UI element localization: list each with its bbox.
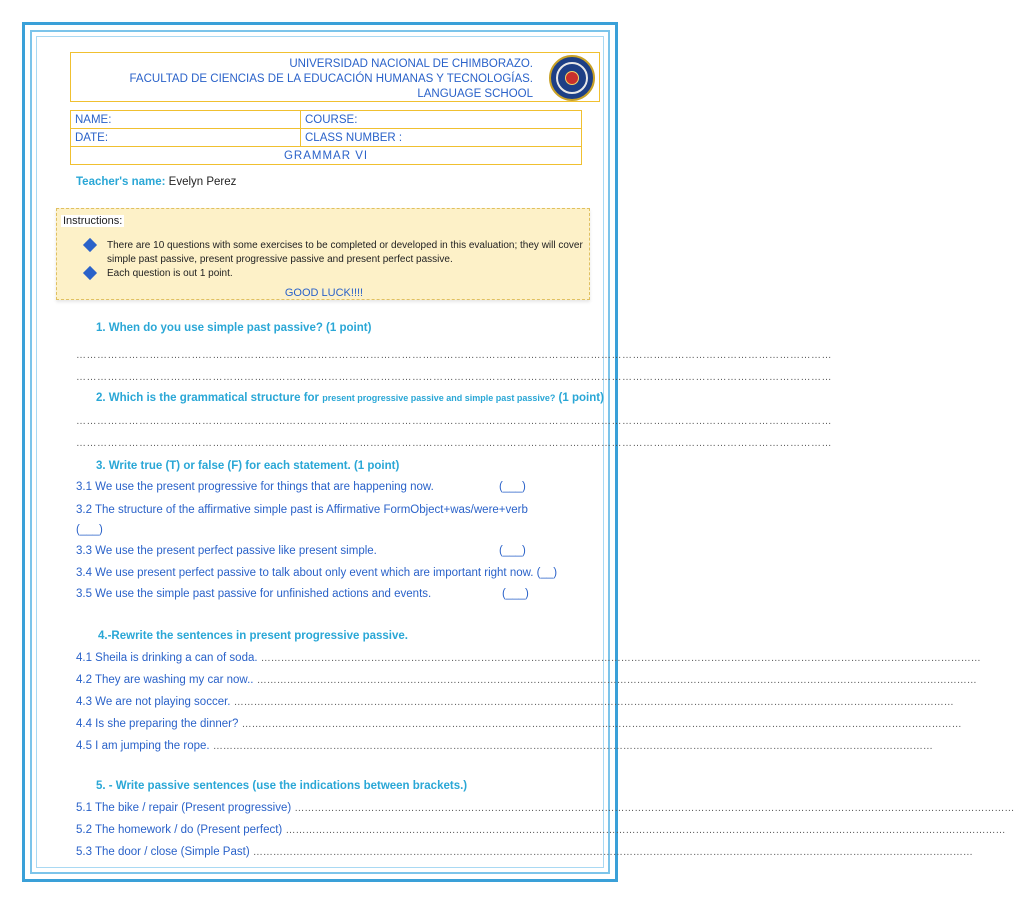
diamond-bullet-icon [83,266,97,280]
faculty-name: FACULTAD DE CIENCIAS DE LA EDUCACIÓN HUMANAS Y TECNOLOGÍAS. [129,73,533,85]
school-name: LANGUAGE SCHOOL [417,88,533,100]
passive-5-2[interactable]: 5.2 The homework / do (Present perfect) ……………………………………………………………………………………………………………………………………………………………………………………………… [76,824,1006,836]
teacher-value: Evelyn Perez [168,176,237,188]
answer-blank[interactable]: (___) [502,588,529,600]
date-field[interactable]: DATE: [71,129,301,147]
statement-3-4: 3.4 We use present perfect passive to talk about only event which are important right now. (__) [76,567,558,579]
statement-3-5: 3.5 We use the simple past passive for unfinished actions and events. (___) [76,588,529,600]
answer-line[interactable]: ……………………………………………………………………………………………………………………………………………………………………………………………… [76,350,832,361]
instructions-title: Instructions: [63,215,123,227]
answer-line[interactable]: ……………………………………………………………………………………………………………………………………………………………………………………………… [76,372,832,383]
class-number-field[interactable]: CLASS NUMBER : [301,129,582,147]
statement-3-3: 3.3 We use the present perfect passive like present simple. (___) [76,545,526,557]
answer-line[interactable]: ……………………………………………………………………………………………………………………………………………………………………………………………… [76,416,832,427]
university-name: UNIVERSIDAD NACIONAL DE CHIMBORAZO. [289,58,533,70]
question-5: 5. - Write passive sentences (use the indications between brackets.) [96,780,468,792]
rewrite-4-4[interactable]: 4.4 Is she preparing the dinner? ……………………………………………………………………………………………………………………………………………………………………………………………… [76,718,962,730]
university-seal-icon [549,55,595,101]
rewrite-4-3[interactable]: 4.3 We are not playing soccer. ……………………………………………………………………………………………………………………………………………………………………………………………… [76,696,954,708]
statement-3-1: 3.1 We use the present progressive for things that are happening now. (___) [76,481,526,493]
passive-5-3[interactable]: 5.3 The door / close (Simple Past) ……………………………………………………………………………………………………………………………………………………………………………………………… [76,846,973,858]
teacher-label: Teacher's name: [76,176,166,188]
university-header [70,52,600,102]
answer-blank[interactable]: (___) [499,481,526,493]
header-text [130,57,533,102]
question-2: 2. Which is the grammatical structure for present progressive passive and simple past passive? (1 point) [96,392,604,404]
answer-blank[interactable]: (___) [76,524,103,536]
course-field[interactable]: COURSE: [301,111,582,129]
passive-5-1[interactable]: 5.1 The bike / repair (Present progressive) ……………………………………………………………………………………………………………………………………………………………………………………………… [76,802,1014,814]
question-1: 1. When do you use simple past passive? (1 point) [96,322,372,334]
teacher-name [76,176,236,188]
question-3: 3. Write true (T) or false (F) for each statement. (1 point) [96,460,400,472]
answer-blank[interactable]: (___) [499,545,526,557]
name-field[interactable]: NAME: [71,111,301,129]
rewrite-4-5[interactable]: 4.5 I am jumping the rope. ……………………………………………………………………………………………………………………………………………………………………………………………… [76,740,933,752]
diamond-bullet-icon [83,238,97,252]
good-luck-text: GOOD LUCK!!!! [284,287,364,299]
statement-3-2: 3.2 The structure of the affirmative simple past is Affirmative FormObject+was/were+verb [76,504,528,516]
rewrite-4-1[interactable]: 4.1 Sheila is drinking a can of soda. ……………………………………………………………………………………………………………………………………………………………………………………………… [76,652,981,664]
answer-line[interactable]: ……………………………………………………………………………………………………………………………………………………………………………………………… [76,438,832,449]
rewrite-4-2[interactable]: 4.2 They are washing my car now.. ……………………………………………………………………………………………………………………………………………………………………………………………… [76,674,977,686]
subject-title: GRAMMAR VI [71,147,582,165]
student-info-table [70,110,582,165]
question-4: 4.-Rewrite the sentences in present progressive passive. [98,630,408,642]
instructions-box: Instructions: There are 10 questions with some exercises to be completed or developed in this evaluation; they will cover simple past passive, present progressive passive and present perfect passive. Each question is out 1 point. GOOD LUCK!!!! [56,208,590,300]
